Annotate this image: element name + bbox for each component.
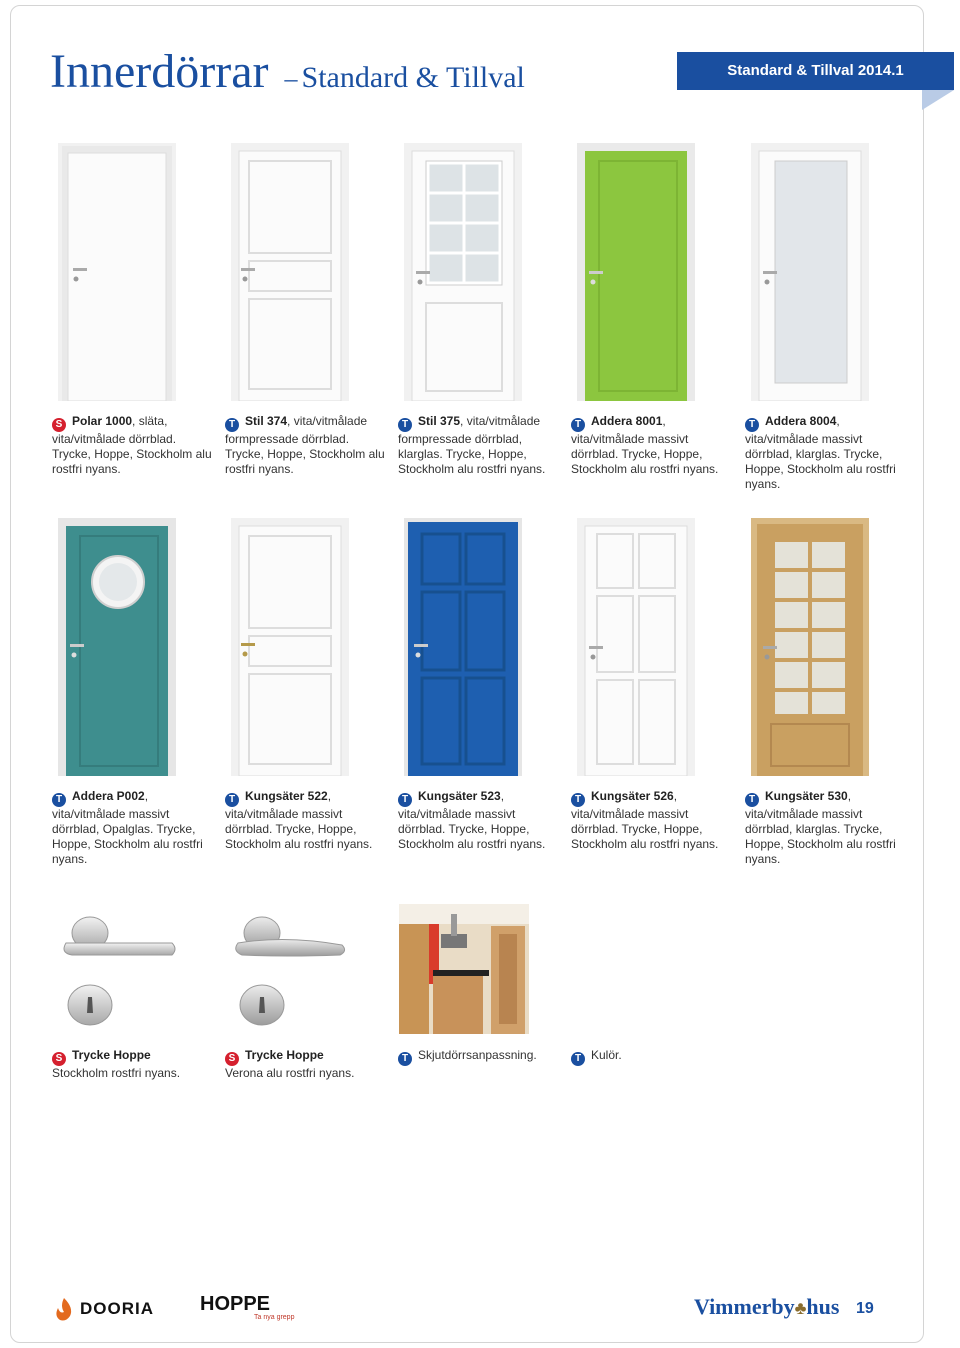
dooria-flame-icon (52, 1296, 76, 1322)
caption-addera-p002 (52, 789, 217, 867)
title-dash: – (284, 64, 298, 93)
door-name: Addera P002 (72, 789, 145, 803)
standard-tag: S (225, 1052, 239, 1066)
door-name: Polar 1000 (72, 414, 133, 428)
tillval-tag: T (571, 418, 585, 432)
extra-name: Trycke Hoppe (245, 1048, 324, 1062)
caption-trycke-stockholm (52, 1048, 217, 1081)
door-image-kungsater-522 (231, 518, 349, 776)
handle-verona-image (226, 905, 356, 1035)
door-image-kungsater-526 (577, 518, 695, 776)
vimmerbyhus-logo (694, 1294, 839, 1320)
caption-addera-8001 (571, 414, 736, 477)
tillval-tag: T (52, 793, 66, 807)
hoppe-wordmark: HOPPE (200, 1293, 271, 1315)
extra-description: Kulör. (591, 1048, 622, 1062)
sliding-door-kitchen-photo (399, 904, 529, 1034)
door-description: , vita/vitmålade massivt dörrblad. Trycke, Hoppe, Stockholm alu rostfri nyans. (571, 414, 719, 476)
caption-trycke-verona (225, 1048, 390, 1081)
extra-name: Trycke Hoppe (72, 1048, 151, 1062)
tillval-tag: T (398, 793, 412, 807)
title-main: Innerdörrar (50, 45, 269, 98)
tillval-tag: T (571, 1052, 585, 1066)
tillval-tag: T (745, 418, 759, 432)
caption-kungsater-530 (745, 789, 910, 867)
door-description: , vita/vitmålade massivt dörrblad, klarglas. Trycke, Hoppe, Stockholm alu rostfri nyans. (745, 789, 896, 866)
door-description: , vita/vitmålade massivt dörrblad. Trycke, Hoppe, Stockholm alu rostfri nyans. (398, 789, 546, 851)
door-description: , vita/vitmålade formpressade dörrblad, klarglas. Trycke, Hoppe, Stockholm alu rostfri nyans. (398, 414, 546, 476)
tillval-tag: T (398, 418, 412, 432)
door-name: Kungsäter 530 (765, 789, 848, 803)
tree-icon: ♣ (794, 1298, 807, 1318)
tillval-tag: T (745, 793, 759, 807)
vimmerby-wordmark: Vimmerby (694, 1294, 795, 1319)
tillval-tag: T (398, 1052, 412, 1066)
door-name: Kungsäter 523 (418, 789, 501, 803)
door-image-polar-1000 (58, 143, 176, 401)
caption-stil-374 (225, 414, 390, 477)
door-name: Stil 375 (418, 414, 461, 428)
door-description: , vita/vitmålade massivt dörrblad, Opalglas. Trycke, Hoppe, Stockholm alu rostfri nyans. (52, 789, 203, 866)
extra-description: Verona alu rostfri nyans. (225, 1066, 355, 1080)
door-name: Addera 8004 (765, 414, 837, 428)
caption-stil-375 (398, 414, 563, 477)
edition-badge: Standard & Tillval 2014.1 (677, 52, 954, 90)
door-image-kungsater-530 (751, 518, 869, 776)
caption-polar-1000 (52, 414, 217, 477)
standard-tag: S (52, 1052, 66, 1066)
page-number: 19 (856, 1300, 874, 1317)
door-description: , vita/vitmålade massivt dörrblad, klarglas. Trycke, Hoppe, Stockholm alu rostfri nyans. (745, 414, 896, 491)
hus-wordmark: hus (806, 1294, 840, 1319)
door-description: , släta, vita/vitmålade dörrblad. Trycke, Hoppe, Stockholm alu rostfri nyans. (52, 414, 212, 476)
door-name: Addera 8001 (591, 414, 663, 428)
tillval-tag: T (225, 418, 239, 432)
tillval-tag: T (225, 793, 239, 807)
dooria-logo (52, 1296, 154, 1322)
door-image-addera-p002 (58, 518, 176, 776)
caption-kulor (571, 1048, 736, 1066)
tillval-tag: T (571, 793, 585, 807)
page-corner-tab (922, 90, 954, 110)
door-description: , vita/vitmålade formpressade dörrblad. Trycke, Hoppe, Stockholm alu rostfri nyans. (225, 414, 385, 476)
handle-stockholm-image (52, 905, 182, 1035)
caption-kungsater-523 (398, 789, 563, 852)
door-image-stil-374 (231, 143, 349, 401)
extra-description: Skjutdörrsanpassning. (418, 1048, 537, 1062)
hoppe-logo (200, 1294, 294, 1321)
extra-description: Stockholm rostfri nyans. (52, 1066, 181, 1080)
caption-kungsater-522 (225, 789, 390, 852)
door-image-addera-8004 (751, 143, 869, 401)
page-title (50, 44, 525, 99)
hoppe-tagline: Ta nya grepp (254, 1314, 295, 1321)
caption-addera-8004 (745, 414, 910, 492)
door-description: , vita/vitmålade massivt dörrblad. Trycke, Hoppe, Stockholm alu rostfri nyans. (571, 789, 719, 851)
door-name: Kungsäter 522 (245, 789, 328, 803)
door-image-kungsater-523 (404, 518, 522, 776)
title-subtitle: Standard & Tillval (301, 61, 525, 94)
door-image-addera-8001 (577, 143, 695, 401)
door-name: Stil 374 (245, 414, 288, 428)
standard-tag: S (52, 418, 66, 432)
door-description: , vita/vitmålade massivt dörrblad. Trycke, Hoppe, Stockholm alu rostfri nyans. (225, 789, 373, 851)
caption-kungsater-526 (571, 789, 736, 852)
caption-skjutdorr (398, 1048, 563, 1066)
door-image-stil-375 (404, 143, 522, 401)
door-name: Kungsäter 526 (591, 789, 674, 803)
dooria-wordmark: DOORIA (80, 1299, 154, 1318)
